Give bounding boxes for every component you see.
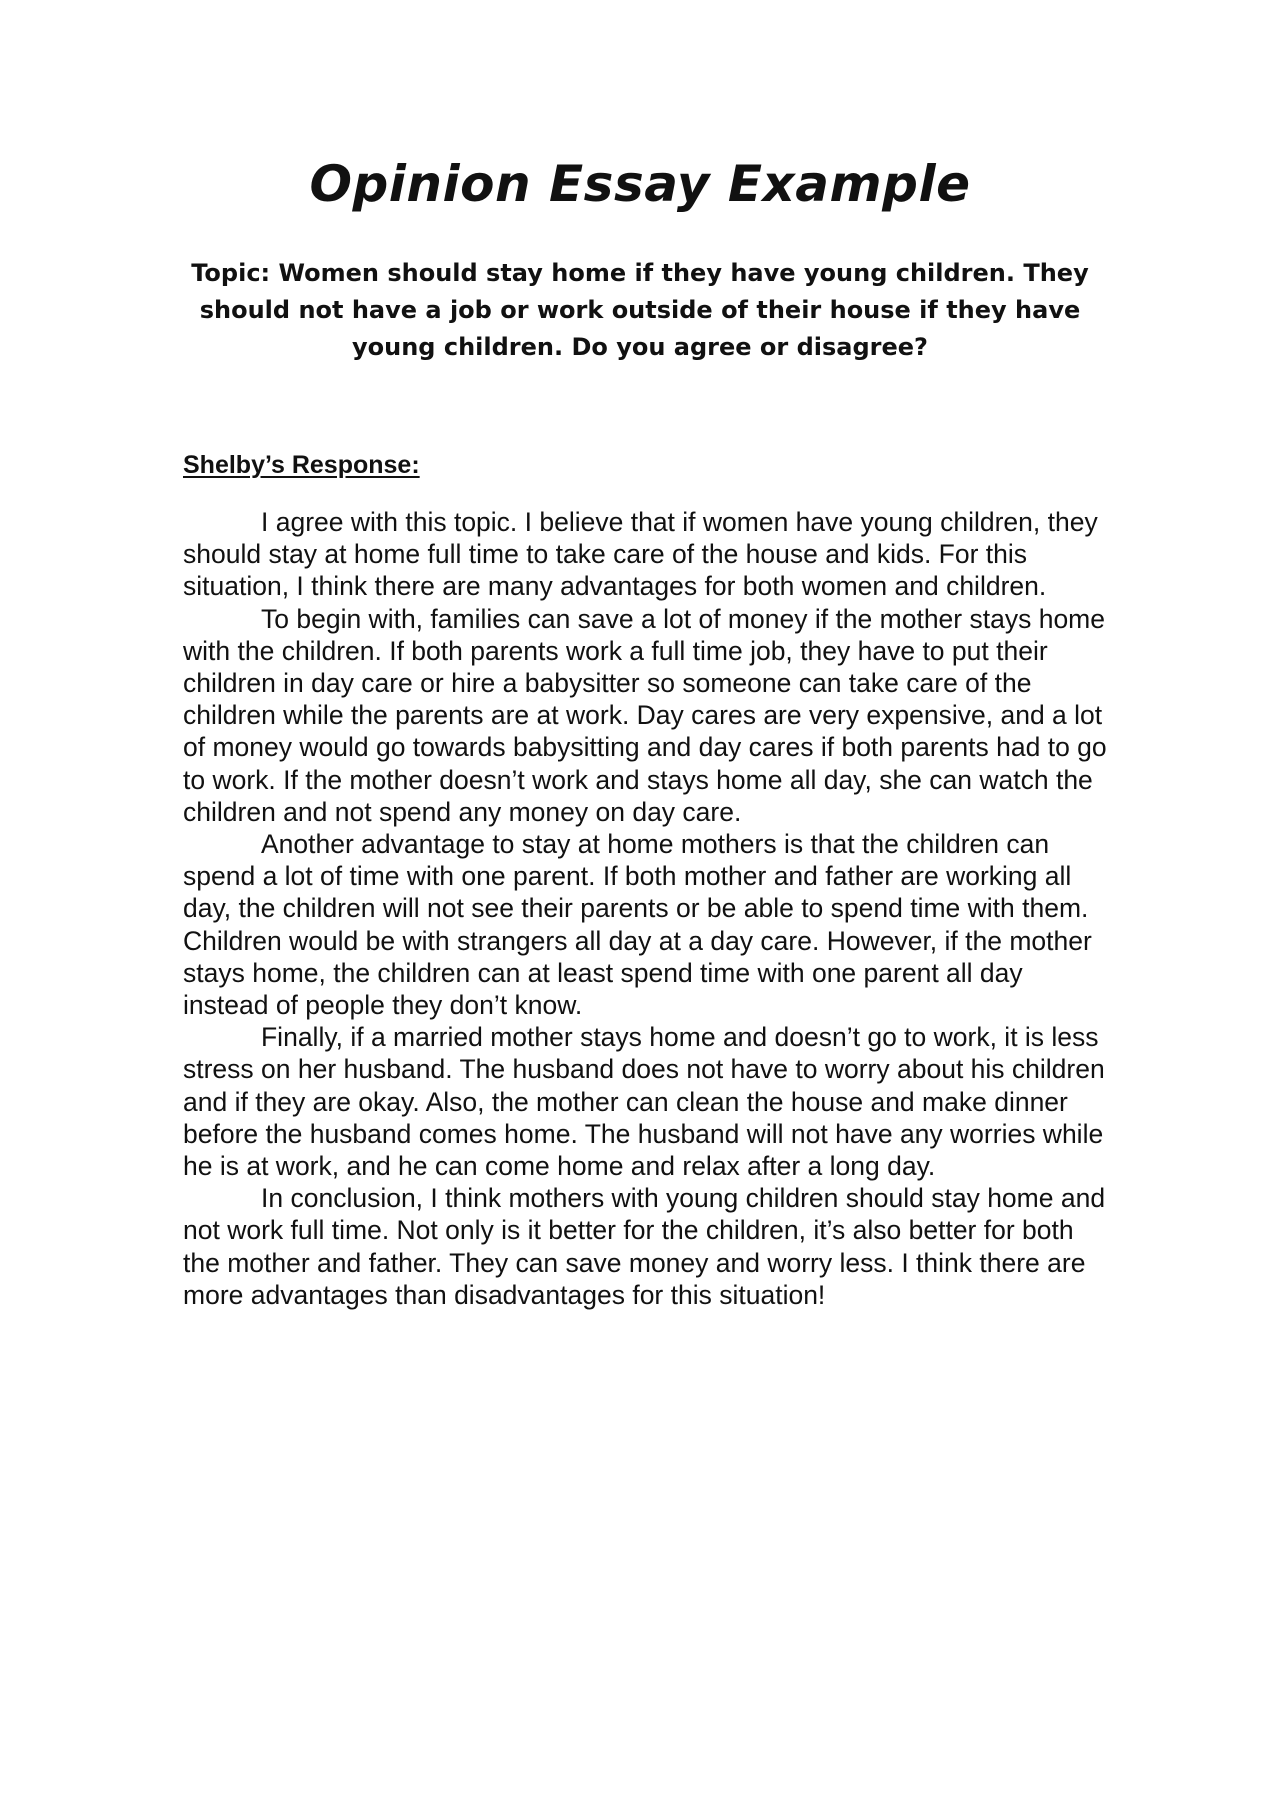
essay-paragraph-intro: I agree with this topic. I believe that if women have young children, they should stay at home full time to take care of the house and kids. For this situation, I think there are many advantages for both women and children. (183, 507, 1098, 602)
essay-body (183, 506, 1113, 1311)
essay-paragraph-money: To begin with, families can save a lot of money if the mother stays home with the children. If both parents work a full time job, they have to put their children in day care or hire a babysitter so someone can take care of the children while the parents are at work. Day cares are very expensive, and a lot of money would go towards babysitting and day cares if both parents had to go to work. If the mother doesn’t work and stays home all day, she can watch the children and not spend any money on day care. (183, 603, 1107, 827)
essay-topic: Topic: Women should stay home if they have young children. They should not have a job or work outside of their house if they have young children. Do you agree or disagree? (191, 259, 1089, 361)
essay-paragraph-conclusion: In conclusion, I think mothers with young children should stay home and not work full time. Not only is it better for the children, it’s also better for both the mother and father. They can save money and worry less. I think there are more advantages than disadvantages for this situation! (183, 1183, 1106, 1310)
essay-paragraph-stress: Finally, if a married mother stays home and doesn’t go to work, it is less stress on her husband. The husband does not have to worry about his children and if they are okay. Also, the mother can clean the house and make dinner before the husband comes home. The husband will not have any worries while he is at work, and he can come home and relax after a long day. (183, 1022, 1105, 1182)
essay-paragraph-time: Another advantage to stay at home mothers is that the children can spend a lot of time with one parent. If both mother and father are working all day, the children will not see their parents or be able to spend time with them. Children would be with strangers all day at a day care. However, if the mother stays home, the children can at least spend time with one parent all day instead of people they don’t know. (183, 829, 1092, 1021)
page-title: Opinion Essay Example (309, 155, 971, 213)
response-heading: Shelby’s Response: (183, 451, 420, 479)
